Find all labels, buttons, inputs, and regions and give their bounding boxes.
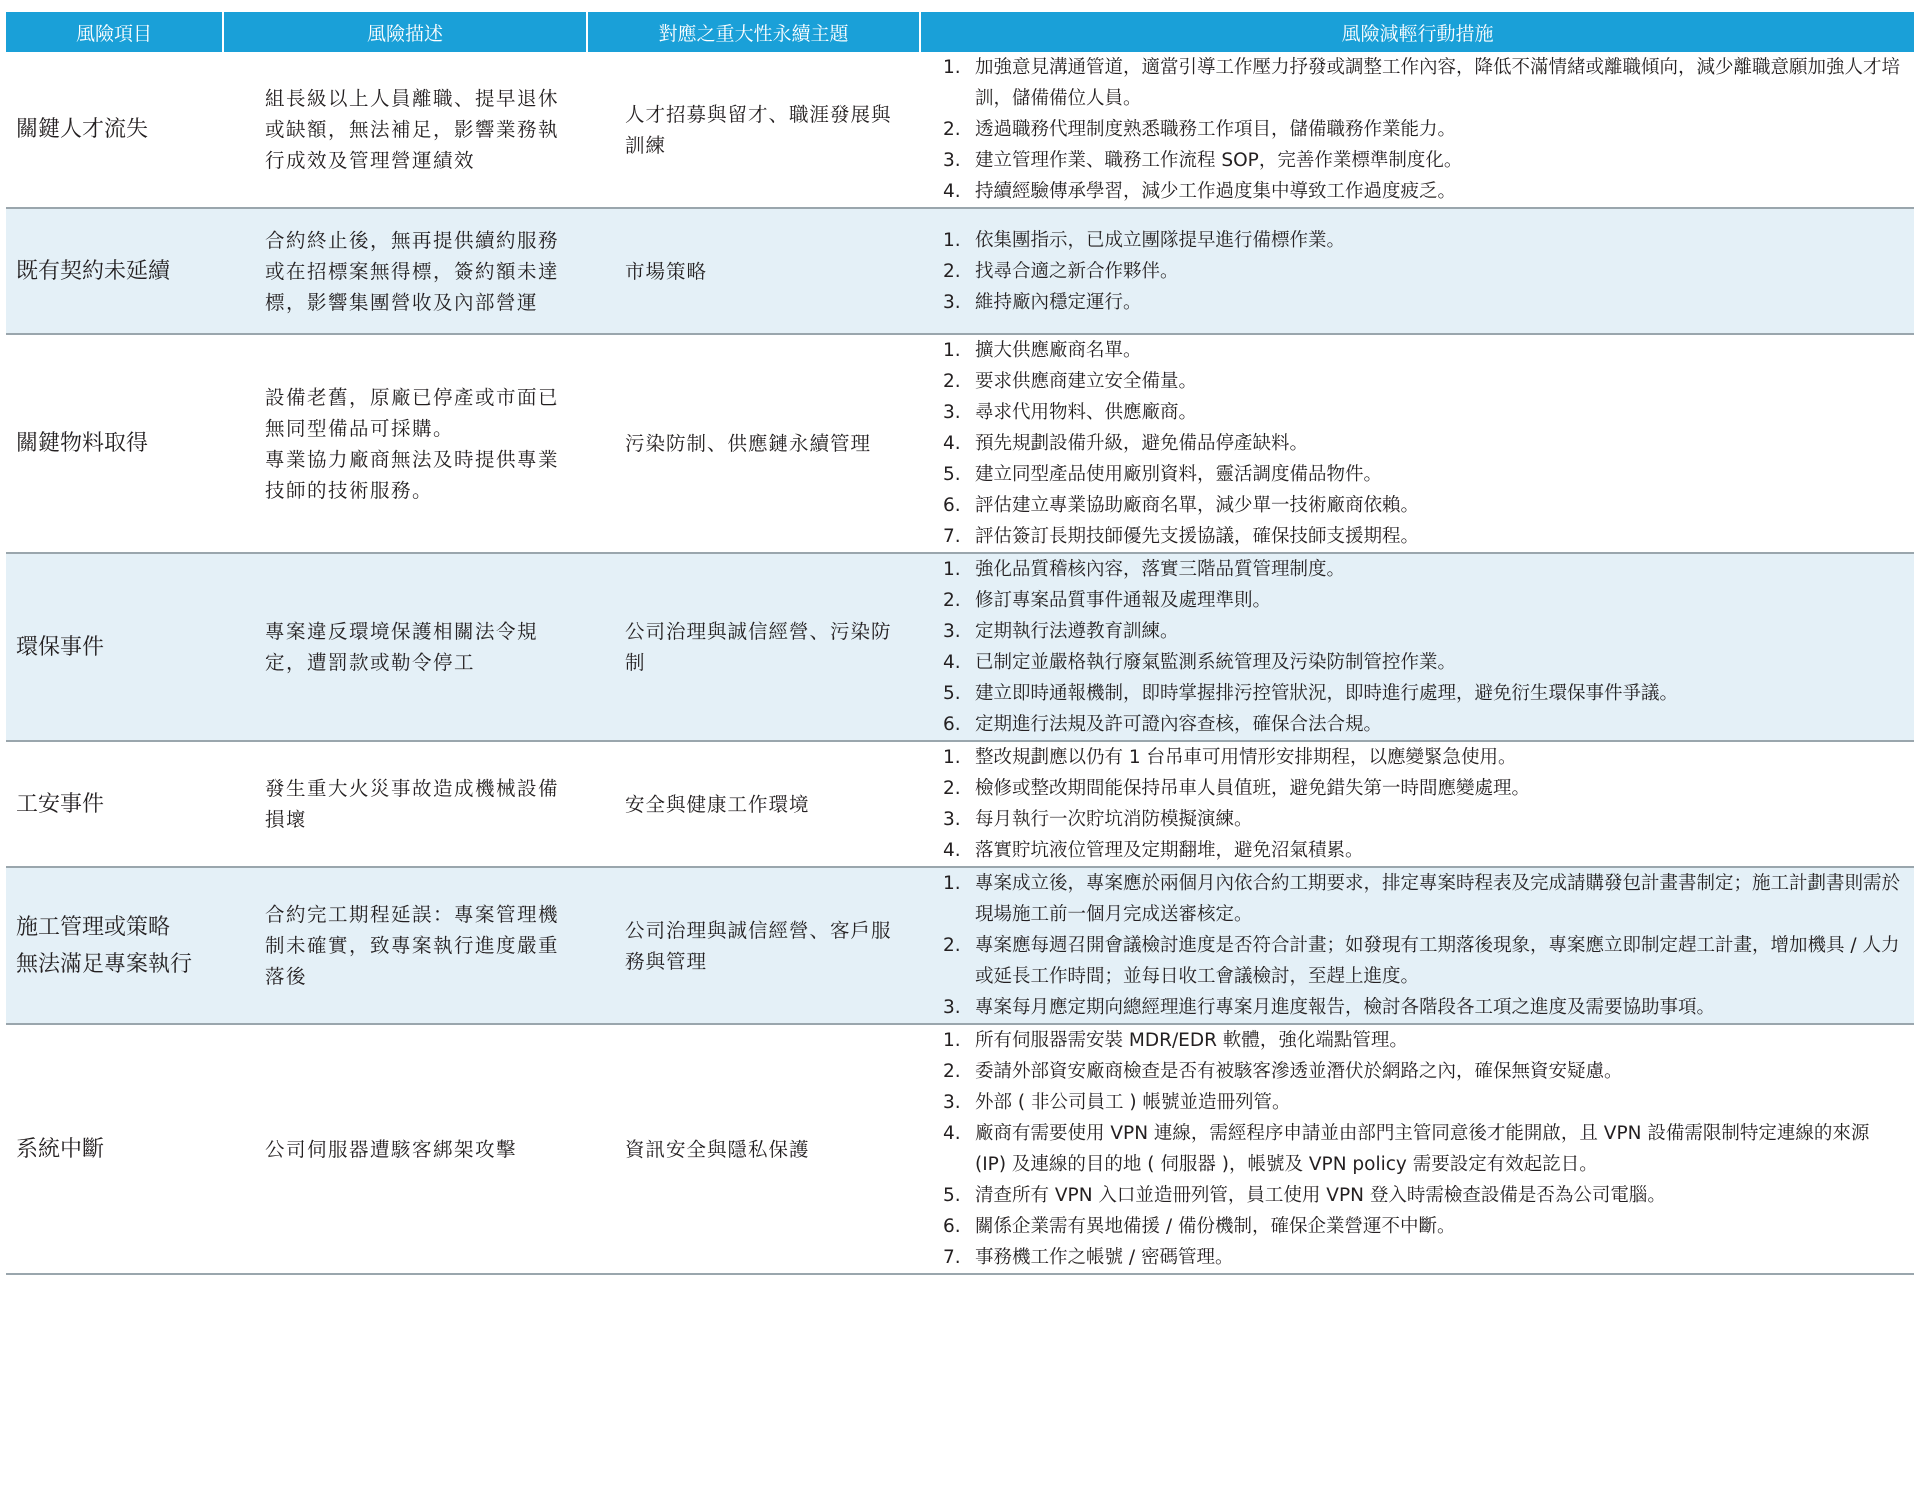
- risk-description-cell-text: 公司伺服器遭駭客綁架攻擊: [265, 1137, 518, 1161]
- mitigation-list: [943, 554, 1900, 740]
- list-item-text: 外部 ( 非公司員工 ) 帳號並造冊列管。: [975, 1092, 1291, 1113]
- risk-item-cell: [6, 741, 223, 867]
- material-topic-cell: [587, 741, 920, 867]
- risk-item-cell: [6, 52, 223, 208]
- list-item-number: 2.: [943, 260, 961, 282]
- mitigation-list: [943, 1025, 1900, 1273]
- material-topic-cell: [587, 553, 920, 741]
- material-topic-cell-text: 資訊安全與隱私保護: [625, 1137, 810, 1161]
- list-item-text: 維持廠內穩定運行。: [975, 291, 1142, 313]
- risk-description-cell: [223, 1024, 587, 1274]
- material-topic-cell: [587, 867, 920, 1024]
- list-item-number: 3.: [943, 291, 961, 313]
- header-mitigation-measures: 風險減輕行動措施: [920, 12, 1914, 52]
- table-body: [6, 52, 1914, 1274]
- mitigation-cell: [920, 1024, 1914, 1274]
- list-item-text: 專案成立後，專案應於兩個月內依合約工期要求，排定專案時程表及完成請購發包計畫書制定；施工計劃書則需於現場施工前一個月完成送審核定。: [975, 873, 1901, 925]
- risk-item-cell: [6, 334, 223, 553]
- list-item-number: 4.: [943, 1123, 961, 1144]
- material-topic-cell: [587, 1024, 920, 1274]
- risk-item-cell: [6, 867, 223, 1024]
- list-item-number: 5.: [943, 683, 961, 704]
- risk-description-cell-text: 合約完工期程延誤：專案管理機制未確實，致專案執行進度嚴重落後: [265, 903, 560, 988]
- risk-item-cell: [6, 1024, 223, 1274]
- list-item-text: 持續經驗傳承學習，減少工作過度集中導致工作過度疲乏。: [975, 181, 1457, 202]
- list-item-text: 建立同型產品使用廠別資料，靈活調度備品物件。: [975, 464, 1383, 485]
- risk-description-cell: [223, 334, 587, 553]
- list-item-text: 清查所有 VPN 入口並造冊列管，員工使用 VPN 登入時需檢查設備是否為公司電腦。: [975, 1185, 1666, 1206]
- list-item-text: 透過職務代理制度熟悉職務工作項目，儲備職務作業能力。: [975, 119, 1457, 140]
- risk-item-cell-text: 系統中斷: [16, 1136, 105, 1162]
- mitigation-cell: [920, 334, 1914, 553]
- material-topic-cell: [587, 52, 920, 208]
- list-item: [943, 459, 1900, 490]
- mitigation-list: [943, 225, 1900, 318]
- list-item: [943, 616, 1900, 647]
- list-item-number: 7.: [943, 526, 961, 547]
- list-item-text: 評估建立專業協助廠商名單，減少單一技術廠商依賴。: [975, 495, 1420, 516]
- mitigation-list: [943, 868, 1900, 1023]
- list-item-number: 3.: [943, 402, 961, 423]
- risk-description-cell: [223, 208, 587, 334]
- list-item-number: 1.: [943, 747, 961, 768]
- list-item: [943, 835, 1900, 866]
- list-item-text: 已制定並嚴格執行廢氣監測系統管理及污染防制管控作業。: [975, 652, 1457, 673]
- list-item-number: 4.: [943, 840, 961, 861]
- list-item-text: 整改規劃應以仍有 1 台吊車可用情形安排期程，以應變緊急使用。: [975, 747, 1517, 768]
- list-item: [943, 585, 1900, 616]
- list-item-number: 2.: [943, 778, 961, 799]
- list-item: [943, 647, 1900, 678]
- table-row: [6, 867, 1914, 1024]
- list-item-number: 1.: [943, 340, 961, 361]
- material-topic-cell-text: 公司治理與誠信經營、污染防制: [625, 620, 892, 674]
- list-item-text: 落實貯坑液位管理及定期翻堆，避免沼氣積累。: [975, 840, 1364, 861]
- list-item: [943, 256, 1900, 287]
- list-item: [943, 1025, 1900, 1056]
- list-item-text: 專案每月應定期向總經理進行專案月進度報告，檢討各階段各工項之進度及需要協助事項。: [975, 997, 1716, 1018]
- list-item: [943, 804, 1900, 835]
- mitigation-list: [943, 742, 1900, 866]
- mitigation-cell: [920, 867, 1914, 1024]
- risk-item-cell-text: 關鍵物料取得: [16, 431, 149, 456]
- list-item: [943, 428, 1900, 459]
- list-item-text: 事務機工作之帳號 / 密碼管理。: [975, 1247, 1234, 1268]
- table-row: [6, 553, 1914, 741]
- list-item: [943, 114, 1900, 145]
- list-item-number: 6.: [943, 495, 961, 516]
- list-item: [943, 554, 1900, 585]
- risk-description-cell-text: 組長級以上人員離職、提早退休或缺額，無法補足，影響業務執行成效及管理營運績效: [265, 87, 560, 172]
- list-item-text: 建立管理作業、職務工作流程 SOP，完善作業標準制度化。: [975, 150, 1463, 171]
- list-item-number: 3.: [943, 997, 961, 1018]
- list-item-number: 1.: [943, 1030, 961, 1051]
- table-header-row: [6, 12, 1914, 52]
- list-item-text: 修訂專案品質事件通報及處理準則。: [975, 590, 1272, 611]
- list-item: [943, 225, 1900, 256]
- material-topic-cell: [587, 334, 920, 553]
- mitigation-cell: [920, 553, 1914, 741]
- list-item: [943, 145, 1900, 176]
- list-item-number: 4.: [943, 181, 961, 202]
- list-item-text: 依集團指示，已成立團隊提早進行備標作業。: [975, 229, 1346, 251]
- list-item-number: 7.: [943, 1247, 961, 1268]
- risk-description-cell-text: 合約終止後，無再提供續約服務或在招標案無得標，簽約額未達標，影響集團營收及內部營運: [265, 228, 560, 314]
- risk-item-cell: [6, 553, 223, 741]
- list-item: [943, 709, 1900, 740]
- risk-description-cell-text: 專案違反環境保護相關法令規定，遭罰款或勒令停工: [265, 620, 539, 674]
- list-item: [943, 287, 1900, 318]
- list-item-number: 1.: [943, 559, 961, 580]
- risk-description-cell: [223, 553, 587, 741]
- list-item-number: 4.: [943, 652, 961, 673]
- list-item-text: 強化品質稽核內容，落實三階品質管理制度。: [975, 559, 1346, 580]
- list-item: [943, 1242, 1900, 1273]
- header-material-topic: 對應之重大性永續主題: [587, 12, 920, 52]
- list-item-number: 3.: [943, 809, 961, 830]
- list-item-number: 3.: [943, 621, 961, 642]
- risk-description-cell: [223, 52, 587, 208]
- list-item-text: 每月執行一次貯坑消防模擬演練。: [975, 809, 1253, 830]
- list-item: [943, 52, 1900, 114]
- list-item-number: 3.: [943, 150, 961, 171]
- list-item-text: 尋求代用物料、供應廠商。: [975, 402, 1198, 423]
- risk-item-cell-text: 既有契約未延續: [16, 258, 171, 284]
- risk-item-cell-text: 工安事件: [16, 791, 105, 817]
- risk-description-cell: [223, 741, 587, 867]
- list-item-text: 預先規劃設備升級，避免備品停產缺料。: [975, 433, 1309, 454]
- list-item: [943, 1211, 1900, 1242]
- list-item: [943, 992, 1900, 1023]
- list-item-text: 委請外部資安廠商檢查是否有被駭客滲透並潛伏於網路之內，確保無資安疑慮。: [975, 1061, 1623, 1082]
- table-row: [6, 52, 1914, 208]
- list-item-number: 1.: [943, 229, 961, 251]
- list-item: [943, 930, 1900, 992]
- material-topic-cell: [587, 208, 920, 334]
- risk-description-cell-text: 發生重大火災事故造成機械設備損壞: [265, 777, 560, 831]
- list-item-number: 2.: [943, 371, 961, 392]
- list-item-number: 2.: [943, 1061, 961, 1082]
- list-item-text: 評估簽訂長期技師優先支援協議，確保技師支援期程。: [975, 526, 1420, 547]
- list-item-text: 擴大供應廠商名單。: [975, 340, 1142, 361]
- list-item-text: 檢修或整改期間能保持吊車人員值班，避免錯失第一時間應變處理。: [975, 778, 1531, 799]
- list-item: [943, 1056, 1900, 1087]
- table-row: [6, 334, 1914, 553]
- list-item: [943, 397, 1900, 428]
- risk-item-cell-text: 施工管理或策略 無法滿足專案執行: [16, 914, 193, 977]
- list-item-number: 6.: [943, 1216, 961, 1237]
- mitigation-list: [943, 52, 1900, 207]
- list-item-text: 加強意見溝通管道，適當引導工作壓力抒發或調整工作內容，降低不滿情緒或離職傾向，減少離職意願加強人才培訓，儲備備位人員。: [975, 57, 1901, 109]
- mitigation-cell: [920, 208, 1914, 334]
- list-item-text: 定期執行法遵教育訓練。: [975, 621, 1179, 642]
- risk-description-cell: [223, 867, 587, 1024]
- list-item: [943, 868, 1900, 930]
- list-item: [943, 1180, 1900, 1211]
- list-item: [943, 335, 1900, 366]
- list-item-number: 2.: [943, 119, 961, 140]
- risk-item-cell-text: 環保事件: [16, 634, 105, 660]
- header-risk-item: 風險項目: [6, 12, 223, 52]
- mitigation-cell: [920, 52, 1914, 208]
- list-item-number: 3.: [943, 1092, 961, 1113]
- list-item: [943, 678, 1900, 709]
- list-item-number: 2.: [943, 590, 961, 611]
- material-topic-cell-text: 污染防制、供應鏈永續管理: [625, 432, 872, 455]
- mitigation-cell: [920, 741, 1914, 867]
- list-item-number: 6.: [943, 714, 961, 735]
- list-item-number: 5.: [943, 464, 961, 485]
- risk-item-cell-text: 關鍵人才流失: [16, 117, 149, 142]
- list-item-number: 5.: [943, 1185, 961, 1206]
- list-item-number: 1.: [943, 873, 961, 894]
- header-risk-description: 風險描述: [223, 12, 587, 52]
- list-item-text: 專案應每週召開會議檢討進度是否符合計畫；如發現有工期落後現象，專案應立即制定趕工計畫，增加機具 / 人力或延長工作時間；並每日收工會議檢討，至趕上進度。: [975, 935, 1900, 987]
- list-item-text: 關係企業需有異地備援 / 備份機制，確保企業營運不中斷。: [975, 1216, 1456, 1237]
- list-item-text: 建立即時通報機制，即時掌握排污控管狀況，即時進行處理，避免衍生環保事件爭議。: [975, 683, 1679, 704]
- material-topic-cell-text: 市場策略: [625, 259, 708, 283]
- list-item: [943, 366, 1900, 397]
- material-topic-cell-text: 人才招募與留才、職涯發展與訓練: [625, 102, 892, 157]
- list-item: [943, 742, 1900, 773]
- risk-description-cell-text: 設備老舊，原廠已停產或市面已無同型備品可採購。 專業協力廠商無法及時提供專業技師的技術服務。: [265, 385, 560, 502]
- list-item: [943, 1118, 1900, 1180]
- list-item-number: 1.: [943, 57, 961, 78]
- list-item-text: 廠商有需要使用 VPN 連線，需經程序申請並由部門主管同意後才能開啟，且 VPN 設備需限制特定連線的來源 (IP) 及連線的目的地 ( 伺服器 )，帳號及 VPN policy 需要設定有效起訖日。: [975, 1123, 1870, 1175]
- table-row: [6, 208, 1914, 334]
- table-row: [6, 741, 1914, 867]
- material-topic-cell-text: 安全與健康工作環境: [625, 792, 810, 816]
- list-item: [943, 521, 1900, 552]
- list-item-number: 4.: [943, 433, 961, 454]
- table-row: [6, 1024, 1914, 1274]
- material-topic-cell-text: 公司治理與誠信經營、客戶服務與管理: [625, 918, 892, 973]
- mitigation-list: [943, 335, 1900, 552]
- list-item: [943, 773, 1900, 804]
- list-item-text: 找尋合適之新合作夥伴。: [975, 260, 1179, 282]
- list-item: [943, 176, 1900, 207]
- list-item-text: 要求供應商建立安全備量。: [975, 371, 1198, 392]
- list-item-text: 定期進行法規及許可證內容查核，確保合法合規。: [975, 714, 1383, 735]
- list-item-number: 2.: [943, 935, 961, 956]
- risk-item-cell: [6, 208, 223, 334]
- list-item-text: 所有伺服器需安裝 MDR/EDR 軟體，強化端點管理。: [975, 1030, 1408, 1051]
- risk-table: [6, 12, 1914, 1275]
- list-item: [943, 490, 1900, 521]
- list-item: [943, 1087, 1900, 1118]
